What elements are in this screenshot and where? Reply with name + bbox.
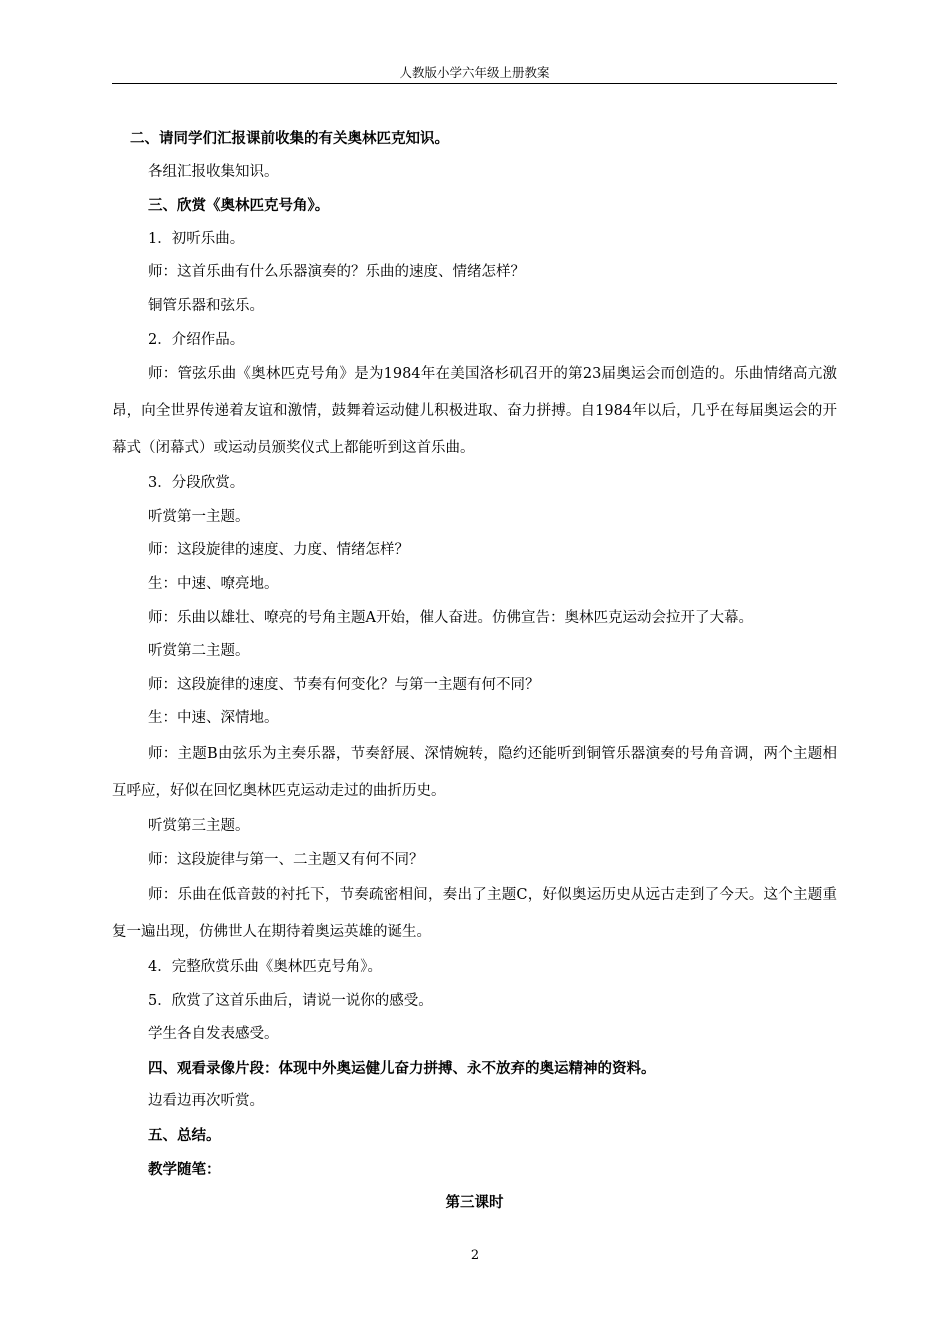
paragraph: 学生各自发表感受。	[148, 1026, 279, 1043]
paragraph: 师：乐曲以雄壮、嘹亮的号角主题A开始，催人奋进。仿佛宣告：奥林匹克运动会拉开了大幕。	[148, 609, 753, 626]
paragraph: 师：主题B由弦乐为主奏乐器，节奏舒展、深情婉转，隐约还能听到铜管乐器演奏的号角音调，两个主题相互呼应，好似在回忆奥林匹克运动走过的曲折历史。	[112, 745, 837, 799]
page-number: 2	[470, 1248, 480, 1263]
paragraph: 生：中速、深情地。	[148, 710, 279, 727]
section-heading: 四、观看录像片段：体现中外奥运健儿奋力拼搏、永不放弃的奥运精神的资料。	[148, 1059, 656, 1077]
page-footer	[0, 1248, 950, 1263]
section-heading: 五、总结。	[148, 1127, 221, 1145]
lesson-title: 第三课时	[445, 1194, 504, 1212]
paragraph: 师：这段旋律的速度、力度、情绪怎样？	[148, 542, 409, 559]
paragraph: 4．完整欣赏乐曲《奥林匹克号角》。	[148, 959, 382, 976]
paragraph: 各组汇报收集知识。	[148, 163, 279, 180]
paragraph: 3．分段欣赏。	[148, 475, 245, 492]
header-title: 人教版小学六年级上册教案	[399, 65, 550, 80]
paragraph: 边看边再次听赏。	[148, 1093, 264, 1110]
section-heading: 二、请同学们汇报课前收集的有关奥林匹克知识。	[130, 130, 449, 147]
paragraph: 师：管弦乐曲《奥林匹克号角》是为1984年在美国洛杉矶召开的第23届奥运会而创造的。乐曲情绪高亢激昂，向全世界传递着友谊和激情，鼓舞着运动健儿积极进取、奋力拼搏。自1984年以后，几乎在每届奥运会的开幕式（闭幕式）或运动员颁奖仪式上都能听到这首乐曲。	[112, 366, 837, 457]
paragraph: 听赏第二主题。	[148, 643, 250, 660]
paragraph: 师：这段旋律与第一、二主题又有何不同？	[148, 851, 424, 868]
section-heading: 教学随笔：	[148, 1160, 221, 1178]
paragraph: 师：这首乐曲有什么乐器演奏的？乐曲的速度、情绪怎样？	[148, 264, 525, 281]
paragraph: 2．介绍作品。	[148, 331, 245, 348]
paragraph: 5．欣赏了这首乐曲后，请说一说你的感受。	[148, 992, 433, 1009]
page-header	[112, 62, 837, 84]
paragraph: 听赏第一主题。	[148, 508, 250, 525]
paragraph: 铜管乐器和弦乐。	[148, 297, 264, 314]
paragraph: 师：这段旋律的速度、节奏有何变化？与第一主题有何不同？	[148, 676, 540, 693]
paragraph: 生：中速、嘹亮地。	[148, 575, 279, 592]
paragraph: 师：乐曲在低音鼓的衬托下，节奏疏密相间，奏出了主题C，好似奥运历史从远古走到了今天。这个主题重复一遍出现，仿佛世人在期待着奥运英雄的诞生。	[112, 887, 837, 941]
section-heading: 三、欣赏《奥林匹克号角》。	[148, 197, 330, 215]
paragraph: 1．初听乐曲。	[148, 230, 245, 247]
paragraph: 听赏第三主题。	[148, 817, 250, 834]
document-body	[112, 122, 837, 1220]
